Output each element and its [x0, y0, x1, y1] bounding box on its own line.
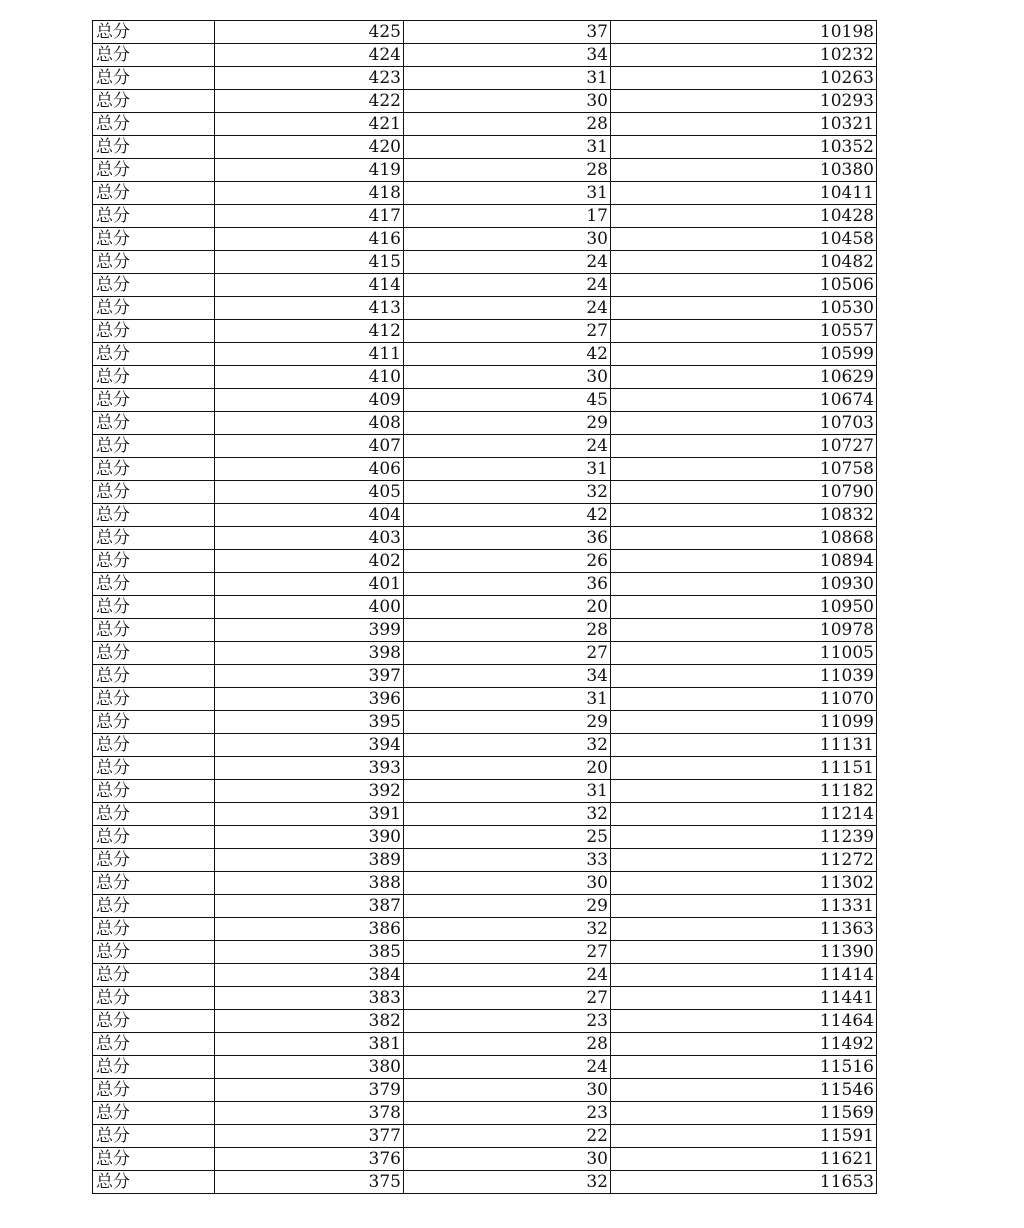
cumulative-cell: 10599 [611, 343, 877, 366]
table-row [93, 481, 877, 504]
cumulative-cell: 11492 [611, 1033, 877, 1056]
score-cell: 405 [215, 481, 404, 504]
count-cell: 28 [404, 113, 611, 136]
score-cell: 399 [215, 619, 404, 642]
subject-cell: 总分 [93, 435, 215, 458]
cumulative-cell: 10832 [611, 504, 877, 527]
subject-cell: 总分 [93, 987, 215, 1010]
cumulative-cell: 11005 [611, 642, 877, 665]
table-row [93, 619, 877, 642]
count-cell: 27 [404, 987, 611, 1010]
subject-cell: 总分 [93, 1079, 215, 1102]
subject-cell: 总分 [93, 619, 215, 642]
score-cell: 396 [215, 688, 404, 711]
subject-cell: 总分 [93, 734, 215, 757]
count-cell: 31 [404, 136, 611, 159]
score-cell: 414 [215, 274, 404, 297]
count-cell: 34 [404, 44, 611, 67]
table-row [93, 1125, 877, 1148]
cumulative-cell: 10629 [611, 366, 877, 389]
subject-cell: 总分 [93, 780, 215, 803]
table-row [93, 21, 877, 44]
count-cell: 36 [404, 527, 611, 550]
cumulative-cell: 10930 [611, 573, 877, 596]
table-row [93, 849, 877, 872]
cumulative-cell: 11131 [611, 734, 877, 757]
cumulative-cell: 10198 [611, 21, 877, 44]
count-cell: 31 [404, 458, 611, 481]
table-row [93, 872, 877, 895]
table-row [93, 297, 877, 320]
subject-cell: 总分 [93, 297, 215, 320]
cumulative-cell: 10321 [611, 113, 877, 136]
subject-cell: 总分 [93, 941, 215, 964]
score-cell: 390 [215, 826, 404, 849]
table-row [93, 182, 877, 205]
count-cell: 24 [404, 297, 611, 320]
table-row [93, 918, 877, 941]
table-row [93, 412, 877, 435]
cumulative-cell: 10458 [611, 228, 877, 251]
table-row [93, 803, 877, 826]
score-cell: 380 [215, 1056, 404, 1079]
count-cell: 24 [404, 964, 611, 987]
score-cell: 384 [215, 964, 404, 987]
subject-cell: 总分 [93, 458, 215, 481]
subject-cell: 总分 [93, 113, 215, 136]
score-cell: 425 [215, 21, 404, 44]
cumulative-cell: 11302 [611, 872, 877, 895]
subject-cell: 总分 [93, 688, 215, 711]
score-cell: 382 [215, 1010, 404, 1033]
score-cell: 398 [215, 642, 404, 665]
table-row [93, 251, 877, 274]
count-cell: 23 [404, 1010, 611, 1033]
count-cell: 36 [404, 573, 611, 596]
count-cell: 34 [404, 665, 611, 688]
cumulative-cell: 11441 [611, 987, 877, 1010]
score-cell: 416 [215, 228, 404, 251]
table-row [93, 1171, 877, 1194]
subject-cell: 总分 [93, 849, 215, 872]
table-row [93, 274, 877, 297]
cumulative-cell: 11414 [611, 964, 877, 987]
cumulative-cell: 10950 [611, 596, 877, 619]
score-cell: 400 [215, 596, 404, 619]
table-row [93, 44, 877, 67]
count-cell: 31 [404, 688, 611, 711]
table-row [93, 90, 877, 113]
count-cell: 20 [404, 596, 611, 619]
count-cell: 20 [404, 757, 611, 780]
subject-cell: 总分 [93, 251, 215, 274]
table-row [93, 504, 877, 527]
table-row [93, 987, 877, 1010]
cumulative-cell: 10727 [611, 435, 877, 458]
cumulative-cell: 10263 [611, 67, 877, 90]
score-cell: 401 [215, 573, 404, 596]
count-cell: 29 [404, 711, 611, 734]
count-cell: 32 [404, 803, 611, 826]
count-cell: 45 [404, 389, 611, 412]
table-row [93, 136, 877, 159]
score-cell: 424 [215, 44, 404, 67]
score-cell: 423 [215, 67, 404, 90]
table-body [93, 21, 877, 1194]
score-cell: 406 [215, 458, 404, 481]
count-cell: 24 [404, 435, 611, 458]
count-cell: 32 [404, 481, 611, 504]
count-cell: 31 [404, 780, 611, 803]
table-row [93, 642, 877, 665]
count-cell: 27 [404, 941, 611, 964]
count-cell: 42 [404, 504, 611, 527]
subject-cell: 总分 [93, 826, 215, 849]
count-cell: 28 [404, 619, 611, 642]
count-cell: 42 [404, 343, 611, 366]
table-row [93, 711, 877, 734]
cumulative-cell: 10352 [611, 136, 877, 159]
count-cell: 37 [404, 21, 611, 44]
cumulative-cell: 11182 [611, 780, 877, 803]
subject-cell: 总分 [93, 481, 215, 504]
cumulative-cell: 10482 [611, 251, 877, 274]
count-cell: 29 [404, 895, 611, 918]
table-row [93, 435, 877, 458]
cumulative-cell: 10868 [611, 527, 877, 550]
subject-cell: 总分 [93, 504, 215, 527]
cumulative-cell: 10506 [611, 274, 877, 297]
score-cell: 388 [215, 872, 404, 895]
table-row [93, 366, 877, 389]
subject-cell: 总分 [93, 1056, 215, 1079]
cumulative-cell: 11464 [611, 1010, 877, 1033]
cumulative-cell: 11621 [611, 1148, 877, 1171]
table-row [93, 757, 877, 780]
subject-cell: 总分 [93, 21, 215, 44]
count-cell: 30 [404, 872, 611, 895]
score-cell: 378 [215, 1102, 404, 1125]
count-cell: 32 [404, 734, 611, 757]
subject-cell: 总分 [93, 872, 215, 895]
subject-cell: 总分 [93, 67, 215, 90]
subject-cell: 总分 [93, 1148, 215, 1171]
table-row [93, 1056, 877, 1079]
subject-cell: 总分 [93, 320, 215, 343]
score-cell: 421 [215, 113, 404, 136]
score-cell: 407 [215, 435, 404, 458]
score-cell: 397 [215, 665, 404, 688]
subject-cell: 总分 [93, 136, 215, 159]
score-cell: 410 [215, 366, 404, 389]
table-row [93, 458, 877, 481]
cumulative-cell: 10790 [611, 481, 877, 504]
subject-cell: 总分 [93, 964, 215, 987]
score-cell: 404 [215, 504, 404, 527]
table-row [93, 573, 877, 596]
table-row [93, 67, 877, 90]
subject-cell: 总分 [93, 90, 215, 113]
table-row [93, 389, 877, 412]
score-cell: 387 [215, 895, 404, 918]
subject-cell: 总分 [93, 1125, 215, 1148]
table-row [93, 1033, 877, 1056]
table-row [93, 1102, 877, 1125]
count-cell: 32 [404, 918, 611, 941]
cumulative-cell: 11569 [611, 1102, 877, 1125]
subject-cell: 总分 [93, 274, 215, 297]
table-row [93, 780, 877, 803]
score-distribution-table [92, 20, 877, 1194]
table-row [93, 895, 877, 918]
score-cell: 418 [215, 182, 404, 205]
table-row [93, 113, 877, 136]
table-row [93, 228, 877, 251]
subject-cell: 总分 [93, 228, 215, 251]
subject-cell: 总分 [93, 389, 215, 412]
subject-cell: 总分 [93, 1033, 215, 1056]
score-cell: 395 [215, 711, 404, 734]
subject-cell: 总分 [93, 803, 215, 826]
cumulative-cell: 10557 [611, 320, 877, 343]
score-cell: 393 [215, 757, 404, 780]
table-row [93, 1148, 877, 1171]
score-cell: 412 [215, 320, 404, 343]
table-row [93, 734, 877, 757]
subject-cell: 总分 [93, 182, 215, 205]
cumulative-cell: 10674 [611, 389, 877, 412]
score-cell: 419 [215, 159, 404, 182]
subject-cell: 总分 [93, 1102, 215, 1125]
cumulative-cell: 10411 [611, 182, 877, 205]
count-cell: 27 [404, 320, 611, 343]
subject-cell: 总分 [93, 159, 215, 182]
cumulative-cell: 11070 [611, 688, 877, 711]
count-cell: 33 [404, 849, 611, 872]
score-cell: 389 [215, 849, 404, 872]
count-cell: 31 [404, 182, 611, 205]
subject-cell: 总分 [93, 366, 215, 389]
score-cell: 413 [215, 297, 404, 320]
cumulative-cell: 10978 [611, 619, 877, 642]
table-row [93, 320, 877, 343]
subject-cell: 总分 [93, 1171, 215, 1194]
score-cell: 420 [215, 136, 404, 159]
score-cell: 408 [215, 412, 404, 435]
cumulative-cell: 10232 [611, 44, 877, 67]
count-cell: 24 [404, 274, 611, 297]
table-row [93, 941, 877, 964]
table-row [93, 964, 877, 987]
subject-cell: 总分 [93, 665, 215, 688]
subject-cell: 总分 [93, 205, 215, 228]
cumulative-cell: 11272 [611, 849, 877, 872]
count-cell: 22 [404, 1125, 611, 1148]
cumulative-cell: 11331 [611, 895, 877, 918]
cumulative-cell: 11039 [611, 665, 877, 688]
score-cell: 409 [215, 389, 404, 412]
table-row [93, 688, 877, 711]
table-row [93, 826, 877, 849]
count-cell: 29 [404, 412, 611, 435]
score-cell: 377 [215, 1125, 404, 1148]
count-cell: 30 [404, 1079, 611, 1102]
subject-cell: 总分 [93, 573, 215, 596]
score-cell: 415 [215, 251, 404, 274]
count-cell: 30 [404, 1148, 611, 1171]
cumulative-cell: 11653 [611, 1171, 877, 1194]
cumulative-cell: 10894 [611, 550, 877, 573]
table-row [93, 596, 877, 619]
score-cell: 417 [215, 205, 404, 228]
table-row [93, 159, 877, 182]
subject-cell: 总分 [93, 1010, 215, 1033]
score-cell: 386 [215, 918, 404, 941]
subject-cell: 总分 [93, 596, 215, 619]
score-cell: 376 [215, 1148, 404, 1171]
score-cell: 392 [215, 780, 404, 803]
cumulative-cell: 11546 [611, 1079, 877, 1102]
table-row [93, 1079, 877, 1102]
score-cell: 403 [215, 527, 404, 550]
score-cell: 394 [215, 734, 404, 757]
table-row [93, 205, 877, 228]
cumulative-cell: 11591 [611, 1125, 877, 1148]
cumulative-cell: 11516 [611, 1056, 877, 1079]
count-cell: 24 [404, 251, 611, 274]
subject-cell: 总分 [93, 550, 215, 573]
count-cell: 30 [404, 366, 611, 389]
subject-cell: 总分 [93, 918, 215, 941]
subject-cell: 总分 [93, 343, 215, 366]
count-cell: 32 [404, 1171, 611, 1194]
score-cell: 383 [215, 987, 404, 1010]
score-cell: 411 [215, 343, 404, 366]
subject-cell: 总分 [93, 642, 215, 665]
count-cell: 25 [404, 826, 611, 849]
cumulative-cell: 10703 [611, 412, 877, 435]
score-cell: 391 [215, 803, 404, 826]
subject-cell: 总分 [93, 412, 215, 435]
cumulative-cell: 11151 [611, 757, 877, 780]
count-cell: 24 [404, 1056, 611, 1079]
subject-cell: 总分 [93, 711, 215, 734]
count-cell: 28 [404, 159, 611, 182]
cumulative-cell: 10293 [611, 90, 877, 113]
count-cell: 23 [404, 1102, 611, 1125]
count-cell: 27 [404, 642, 611, 665]
score-cell: 422 [215, 90, 404, 113]
count-cell: 26 [404, 550, 611, 573]
cumulative-cell: 11390 [611, 941, 877, 964]
cumulative-cell: 10530 [611, 297, 877, 320]
cumulative-cell: 11099 [611, 711, 877, 734]
score-cell: 385 [215, 941, 404, 964]
table-row [93, 550, 877, 573]
cumulative-cell: 10380 [611, 159, 877, 182]
subject-cell: 总分 [93, 44, 215, 67]
subject-cell: 总分 [93, 527, 215, 550]
count-cell: 28 [404, 1033, 611, 1056]
table-row [93, 665, 877, 688]
cumulative-cell: 10758 [611, 458, 877, 481]
cumulative-cell: 10428 [611, 205, 877, 228]
subject-cell: 总分 [93, 757, 215, 780]
table-row [93, 1010, 877, 1033]
score-cell: 402 [215, 550, 404, 573]
table-row [93, 343, 877, 366]
table-row [93, 527, 877, 550]
count-cell: 31 [404, 67, 611, 90]
score-cell: 381 [215, 1033, 404, 1056]
count-cell: 17 [404, 205, 611, 228]
cumulative-cell: 11363 [611, 918, 877, 941]
count-cell: 30 [404, 90, 611, 113]
count-cell: 30 [404, 228, 611, 251]
score-cell: 379 [215, 1079, 404, 1102]
subject-cell: 总分 [93, 895, 215, 918]
cumulative-cell: 11214 [611, 803, 877, 826]
cumulative-cell: 11239 [611, 826, 877, 849]
score-cell: 375 [215, 1171, 404, 1194]
